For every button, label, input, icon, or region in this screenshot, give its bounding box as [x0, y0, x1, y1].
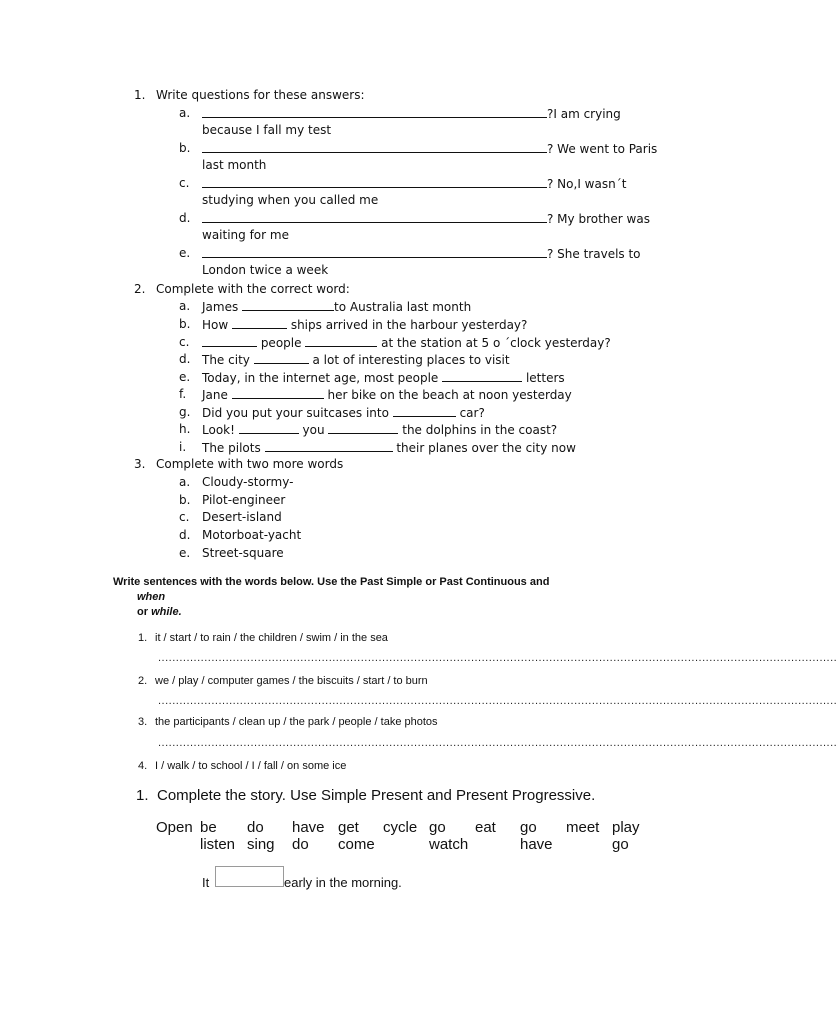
s1-item-e-letter: e.: [179, 246, 191, 260]
story-end: early in the morning.: [284, 875, 402, 890]
s3-item-e: Street-square: [202, 546, 284, 560]
word-bank-word: go: [520, 819, 537, 836]
s3-item-c-letter: c.: [179, 510, 190, 524]
s3-item-b-letter: b.: [179, 493, 191, 507]
word-bank-word: go: [429, 819, 446, 836]
answer-blank[interactable]: [328, 421, 398, 434]
s1-item-c-letter: c.: [179, 176, 190, 190]
word-bank-word: eat: [475, 819, 496, 836]
s2-item-a: James to Australia last month: [202, 300, 472, 314]
s2-item-e-letter: e.: [179, 370, 191, 384]
s2-item-i-letter: i.: [179, 440, 187, 454]
s2-item-d: The city a lot of interesting places to visit: [202, 353, 510, 367]
s1-item-e-line: [202, 245, 641, 264]
s1-item-c-tail: ? No,I wasn´t: [547, 177, 627, 191]
word-bank-word: watch: [429, 836, 469, 853]
answer-blank[interactable]: [239, 421, 299, 434]
word-bank-word: come: [338, 836, 375, 853]
s4-item-1-number: 1.: [138, 632, 148, 644]
answer-blank[interactable]: [305, 334, 377, 347]
word-bank-word: do: [292, 836, 309, 853]
section3-number: 3.: [134, 457, 146, 471]
s1-item-d-line: [202, 210, 650, 229]
answer-line[interactable]: ...............................................................................................................................................................................................: [158, 737, 837, 749]
story-start: It: [202, 875, 210, 890]
s2-item-h-letter: h.: [179, 422, 191, 436]
word-bank-word: listen: [200, 836, 236, 853]
s1-item-e-tail: ? She travels to: [547, 247, 641, 261]
s2-item-i: The pilots their planes over the city now: [202, 441, 576, 455]
section3-heading: Complete with two more words: [156, 457, 344, 471]
s3-item-a: Cloudy-stormy-: [202, 475, 294, 489]
answer-blank[interactable]: [232, 386, 324, 399]
s2-item-c: people at the station at 5 o ´clock yesterday?: [202, 334, 611, 353]
answer-blank[interactable]: [442, 369, 522, 382]
word-bank-word: play: [612, 819, 640, 836]
word-bank-word: cycle: [383, 819, 418, 836]
s3-item-b: Pilot-engineer: [202, 493, 286, 507]
s2-item-f-letter: f.: [179, 387, 187, 401]
s4-item-2-number: 2.: [138, 675, 148, 687]
word-bank-word: get: [338, 819, 359, 836]
s5-number: 1.: [136, 787, 149, 804]
s2-item-a-letter: a.: [179, 299, 191, 313]
s2-item-b: How ships arrived in the harbour yesterday?: [202, 318, 528, 332]
s2-item-d-letter: d.: [179, 352, 191, 366]
section2-number: 2.: [134, 282, 146, 296]
word-bank-word: have: [520, 836, 553, 853]
s4-item-4-number: 4.: [138, 760, 148, 772]
answer-blank[interactable]: [254, 351, 309, 364]
word-bank-word: be: [200, 819, 217, 836]
s1-item-d-letter: d.: [179, 211, 191, 225]
answer-blank[interactable]: [232, 316, 287, 329]
s2-item-h: Look! you the dolphins in the coast?: [202, 423, 558, 437]
section2-heading: Complete with the correct word:: [156, 282, 350, 296]
s3-item-c: Desert-island: [202, 510, 282, 524]
answer-blank[interactable]: [393, 404, 456, 417]
word-bank-word: meet: [566, 819, 600, 836]
word-bank-word: have: [292, 819, 325, 836]
s2-item-f: Jane her bike on the beach at noon yesterday: [202, 388, 572, 402]
s1-item-b-line: [202, 140, 657, 159]
s1-item-a-tail: ?I am crying: [547, 107, 621, 121]
s4-item-1-prompt: it / start / to rain / the children / swim / in the sea: [155, 632, 388, 644]
s2-item-g-letter: g.: [179, 405, 191, 419]
s1-item-b-letter: b.: [179, 141, 191, 155]
answer-blank[interactable]: [202, 175, 547, 188]
s2-item-c-letter: c.: [179, 335, 190, 349]
answer-line[interactable]: ...............................................................................................................................................................................................: [158, 695, 837, 707]
s1-item-c-line: [202, 175, 626, 194]
s4-item-3-prompt: the participants / clean up / the park / people / take photos: [155, 716, 438, 728]
answer-blank[interactable]: [202, 210, 547, 223]
s3-item-a-letter: a.: [179, 475, 191, 489]
s1-item-a-letter: a.: [179, 106, 191, 120]
section1-heading: Write questions for these answers:: [156, 88, 365, 102]
s4-item-2-prompt: we / play / computer games / the biscuits / start / to burn: [155, 675, 428, 687]
answer-blank[interactable]: [202, 105, 547, 118]
s4-item-3-number: 3.: [138, 716, 148, 728]
s4-item-4-prompt: I / walk / to school / I / fall / on some ice: [155, 760, 347, 772]
answer-line[interactable]: ...............................................................................................................................................................................................: [158, 652, 837, 664]
answer-blank[interactable]: [202, 334, 257, 347]
story-answer-input[interactable]: [215, 866, 284, 887]
answer-blank[interactable]: [242, 298, 334, 311]
answer-blank[interactable]: [202, 140, 547, 153]
word-bank-word: go: [612, 836, 629, 853]
s1-item-b-second-line: last month: [202, 158, 267, 172]
answer-blank[interactable]: [265, 439, 393, 452]
s4-instruction: Write sentences with the words below. Use the Past Simple or Past Continuous and: [113, 576, 550, 588]
s2-item-g: Did you put your suitcases into car?: [202, 406, 485, 420]
s1-item-d-tail: ? My brother was: [547, 212, 650, 226]
s4-instruction-when: when: [137, 591, 166, 603]
word-bank-word: Open: [156, 819, 193, 836]
s5-heading: Complete the story. Use Simple Present and Present Progressive.: [157, 787, 596, 804]
word-bank-word: sing: [247, 836, 275, 853]
s1-item-e-second-line: London twice a week: [202, 263, 329, 277]
s2-item-b-letter: b.: [179, 317, 191, 331]
s1-item-d-second-line: waiting for me: [202, 228, 289, 242]
s4-instruction-or: or while.: [137, 606, 182, 618]
s1-item-a-second-line: because I fall my test: [202, 123, 332, 137]
answer-blank[interactable]: [202, 245, 547, 258]
s3-item-d-letter: d.: [179, 528, 191, 542]
s1-item-b-tail: ? We went to Paris: [547, 142, 658, 156]
s3-item-d: Motorboat-yacht: [202, 528, 302, 542]
word-bank-word: do: [247, 819, 264, 836]
s2-item-e: Today, in the internet age, most people letters: [202, 371, 565, 385]
section1-number: 1.: [134, 88, 146, 102]
s3-item-e-letter: e.: [179, 546, 191, 560]
s1-item-a-line: [202, 105, 621, 124]
s1-item-c-second-line: studying when you called me: [202, 193, 379, 207]
